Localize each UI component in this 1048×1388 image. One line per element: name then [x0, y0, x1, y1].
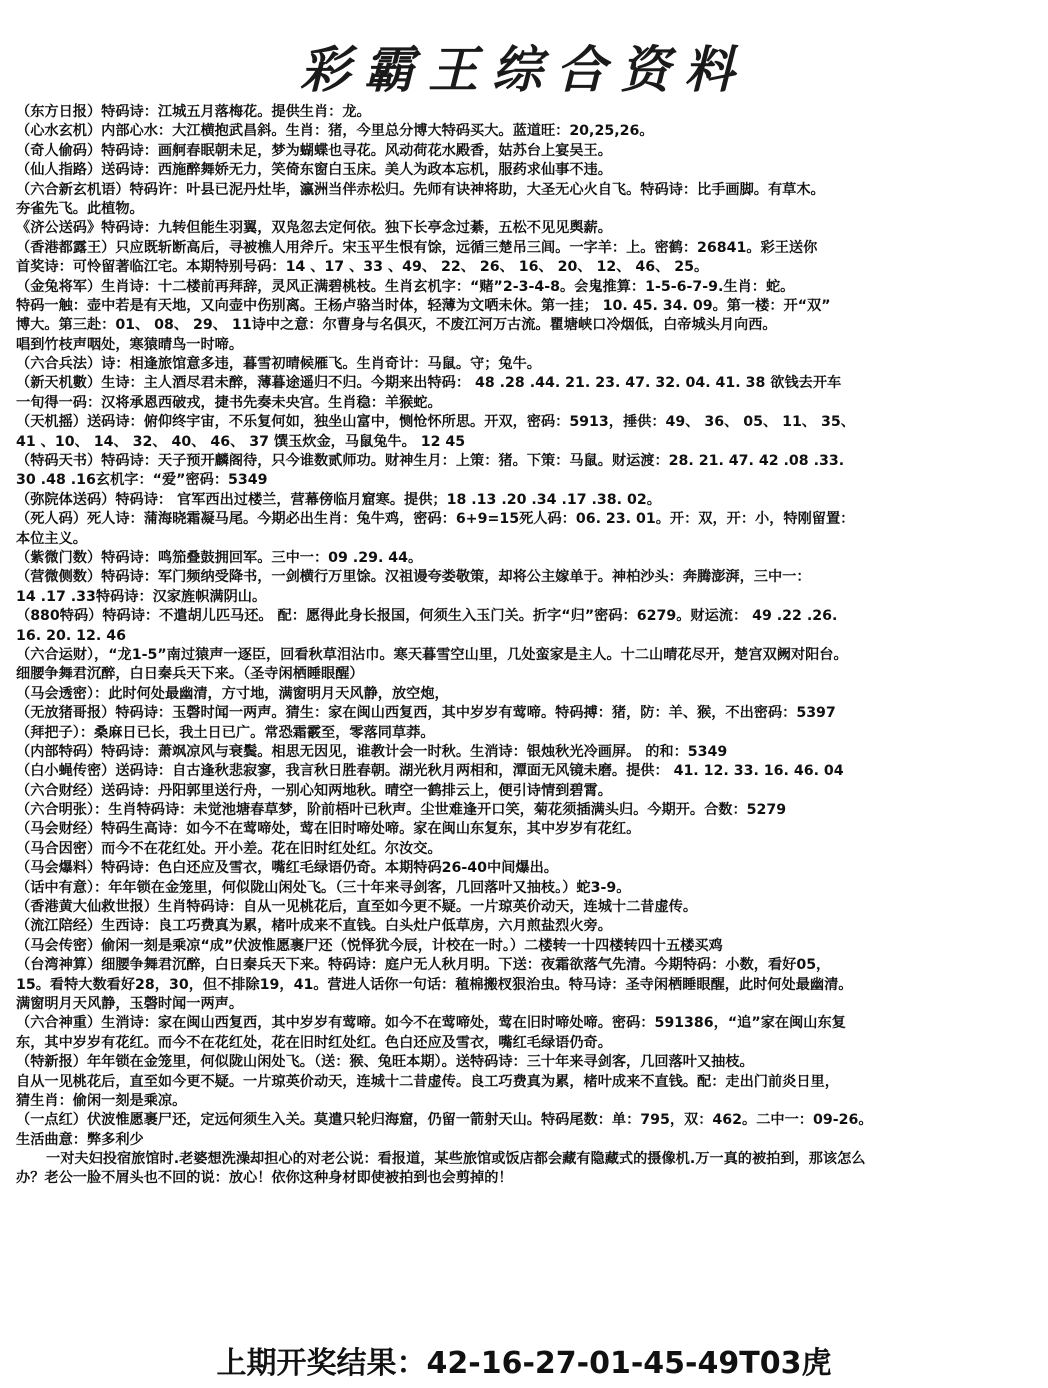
text-line: （紫微门数）特码诗：鸣笳叠鼓拥回军。三中一：09 .29. 44。	[16, 549, 423, 566]
text-line: （马合因密）而今不在花红处。开小差。花在旧时红处红。尔汝交。	[16, 840, 442, 857]
text-line: （香港黄大仙救世报）生肖特码诗：自从一见桃花后，直至如今更不疑。一片琼英价动天，连城十二昔虚传。	[16, 899, 698, 916]
text-line: （六合神重）生消诗：家在闽山西复西，其中岁岁有莺啼。如今不在莺啼处，莺在旧时啼处啼。密码：591386，“追”家在闽山东复	[16, 1015, 846, 1032]
text-line: （心水玄机）内部心水：大江横抱武昌斜。生肖：猪，今里总分博大特码买大。蓝道旺：20,25,26。	[16, 123, 654, 140]
text-line: 唱到竹枝声咽处，寒猿晴鸟一时啼。	[16, 336, 244, 353]
text-line: 东，其中岁岁有花红。而今不在花红处，花在旧时红处红。色白还应及雪衣，嘴红毛绿语仍奇。	[16, 1034, 612, 1051]
text-line: 细腰争舞君沉醉，白日秦兵天下来。（圣寺闲栖睡眼醒）	[16, 666, 364, 683]
text-line: 自从一见桃花后，直至如今更不疑。一片琼英价动天，连城十二昔虚传。良工巧费真为累，楮叶成来不直钱。配：走出门前炎日里，	[16, 1073, 839, 1090]
text-line: （香港都露王）只应既斩断高后，寻被樵人用斧斤。宋玉平生恨有馀，远循三楚吊三闾。一字羊：上。密鹤：26841。彩王送你	[16, 239, 818, 256]
text-line: 《济公送码》特码诗：九转但能生羽翼，双凫忽去定何依。独下长亭念过綦，五松不见见舆薪。	[16, 220, 612, 237]
text-line: （话中有意）：年年锁在金笼里，何似陇山闲处飞。（三十年来寻剑客，几回落叶又抽枝。）蛇3-9。	[16, 879, 631, 896]
text-line: （内部特码）特码诗：萧飒凉风与衰鬓。相思无因见，谁教计会一时秋。生消诗：银烛秋光冷画屏。 的和：5349	[16, 743, 728, 760]
text-line: （流江陪经）生西诗：良工巧费真为累，楮叶成来不直钱。白头灶户低草房，六月煎盐烈火旁。	[16, 918, 612, 935]
text-line: （六合新玄机语）特码许：叶县已泥丹灶毕，瀛洲当伴赤松归。先师有诀神将助，大圣无心火自飞。特码诗：比手画脚。有草木。	[16, 181, 825, 198]
text-line: （马会透密）：此时何处最幽清，方寸地，满窗明月天风静，放空炮，	[16, 685, 449, 702]
last-draw-result: 上期开奖结果：42-16-27-01-45-49T03虎	[216, 1346, 832, 1381]
text-line: 夯雀先飞。此植物。	[16, 200, 144, 217]
text-line: （奇人偷码）特码诗：画舸春眠朝未足，梦为蝴蝶也寻花。风动荷花水殿香，姑苏台上宴吴王。	[16, 142, 612, 159]
text-line: （无放猪哥报）特码诗：玉磬时闻一两声。猜生：家在闽山西复西，其中岁岁有莺啼。特码搏：猪，防：羊、猴，不出密码：5397	[16, 705, 836, 722]
text-line: 猜生肖：偷闲一刻是乘凉。	[16, 1092, 187, 1109]
text-line: （马会财经）特码生高诗：如今不在莺啼处，莺在旧时啼处啼。家在闽山东复东，其中岁岁有花红。	[16, 821, 641, 838]
text-line: （新天机數）生诗：主人酒尽君未醉，薄暮途遥归不归。今期来出特码： 48 .28 .44. 21. 23. 47. 32. 04. 41. 38 欲钱去开车	[16, 375, 842, 392]
text-line: 生活曲意：弊多利少	[16, 1131, 144, 1148]
text-line: （特新报）年年锁在金笼里，何似陇山闲处飞。（送：猴、兔旺本期）。送特码诗：三十年来寻剑客，几回落叶又抽枝。	[16, 1054, 754, 1071]
text-line: （六合运财），“龙1-5”南过猿声一逐臣，回看秋草泪沾巾。寒天暮雪空山里，几处蛮家是主人。十二山晴花尽开，楚宫双阙对阳台。	[16, 646, 848, 663]
text-line: 14 .17 .33特码诗：汉家旌帜满阴山。	[16, 588, 267, 605]
text-line: （六合兵法）诗：相逢旅馆意多违，暮雪初晴候雁飞。生肖奇计：马鼠。守；兔牛。	[16, 356, 541, 373]
text-line: （马会传密）偷闲一刻是乘凉“成”伏波惟愿裹尸还（悦怿犹今辰，计校在一时。）二楼转一十四楼转四十五楼买鸡	[16, 937, 723, 954]
page-title: 彩霸王综合资料	[300, 40, 748, 99]
text-line: 15。看特大数看好28，30，但不排除19，41。营进人话你一句话：稙棉搬杈狠治虫。特马诗：圣寺闲栖睡眼醒，此时何处最幽清。	[16, 976, 853, 993]
text-line: （马会爆料）特码诗：色白还应及雪衣，嘴红毛绿语仍奇。本期特码26-40中间爆出。	[16, 860, 558, 877]
joke-line: 办？老公一脸不屑头也不回的说：放心！依你这种身材即使被拍到也会剪掉的！	[16, 1170, 513, 1187]
text-line: （天机摇）送码诗：俯仰终宇宙，不乐复何如，独坐山富中，恻怆怀所思。开双，密码：5913，捶供：49、 36、 05、 11、 35、	[16, 414, 855, 431]
text-line: （台湾神算）细腰争舞君沉醉，白日秦兵天下来。特码诗：庭户无人秋月明。下送：夜霜欲落气先清。今期特码：小数，看好05，	[16, 957, 831, 974]
text-line: 41 、10、 14、 32、 40、 46、 37 馔玉炊金，马鼠兔牛。 12 45	[16, 433, 466, 450]
joke-line: 一对夫妇投宿旅馆时.老婆想洗澡却担心的对老公说：看报道，某些旅馆或饭店都会藏有隐藏式的摄像机.万一真的被拍到，那该怎么	[46, 1151, 866, 1168]
text-line: 特码一触：壶中若是有天地，又向壶中伤别离。王杨卢骆当时体，轻薄为文哂未休。第一挂； 10. 45. 34. 09。第一楼：开“双”	[16, 297, 831, 314]
text-line: （六合财经）送码诗：丹阳郭里送行舟，一别心知两地秋。晴空一鹤排云上，便引诗情到碧霄。	[16, 782, 612, 799]
main-content	[16, 103, 1034, 1189]
text-line: （白小蝇传密）送码诗：自古逢秋悲寂寥，我言秋日胜春朝。湖光秋月两相和，潭面无风镜未磨。提供： 41. 12. 33. 16. 46. 04	[16, 763, 844, 780]
text-line: 首奖诗：可怜留著临江宅。本期特别号码：14 、17 、33 、49、 22、 26、 16、 20、 12、 46、 25。	[16, 259, 709, 276]
text-line: （六合明张）：生肖特码诗：未觉池塘春草梦，阶前梧叶已秋声。尘世难逢开口笑，菊花须插满头归。今期开。合数：5279	[16, 802, 787, 819]
text-line: （仙人指路）送码诗：西施醉舞娇无力，笑倚东窗白玉床。美人为政本忘机，服药求仙事不违。	[16, 162, 612, 179]
text-line: （金兔将军）生肖诗：十二楼前再拜辞，灵风正满碧桃枝。生肖玄机字：“赌”2-3-4-8。会鬼推算：1-5-6-7-9.生肖：蛇。	[16, 278, 795, 295]
text-line: 16. 20. 12. 46	[16, 627, 126, 644]
text-line: （特码天书）特码诗：天子预开麟阁待，只今谁数贰师功。财神生月：上策：猪。下策：马鼠。财运渡：28. 21. 47. 42 .08 .33.	[16, 453, 845, 470]
text-line: 一旬得一码：汉将承恩西破戎，捷书先奏未央宫。生肖稳：羊猴蛇。	[16, 394, 442, 411]
text-line: （一点红）伏波惟愿裹尸还，定远何须生入关。莫遣只轮归海窟，仍留一箭射天山。特码尾数：单：795，双：462。二中一：09-26。	[16, 1112, 873, 1129]
text-line: （拜把子）：桑麻日已长，我土日已广。常恐霜霰至，零落同草莽。	[16, 724, 435, 741]
text-line: （东方日报）特码诗：江城五月落梅花。提供生肖：龙。	[16, 104, 371, 120]
text-line: 博大。第三赴：01、 08、 29、 11诗中之意：尔曹身与名俱灭，不废江河万古流。瞿塘峡口冷烟低，白帝城头月向西。	[16, 317, 777, 334]
text-line: （弥院体送码）特码诗： 官军西出过楼兰，营幕傍临月窟寒。提供；18 .13 .20 .34 .17 .38. 02。	[16, 491, 661, 508]
text-line: （死人码）死人诗：蒲海晓霜凝马尾。今期必出生肖：兔牛鸡，密码：6+9=15死人码：06. 23. 01。开：双，开：小，特刚留置：	[16, 511, 855, 528]
text-line: 本位主义。	[16, 530, 87, 547]
text-line: （880特码）特码诗：不遣胡儿匹马还。 配：愿得此身长报国，何须生入玉门关。折字“归”密码：6279。财运流： 49 .22 .26.	[16, 608, 838, 625]
text-line: 满窗明月天风静，玉磬时闻一两声。	[16, 995, 244, 1012]
text-line: （营微侧数）特码诗：军门频纳受降书，一剑横行万里馀。汉祖谩夸娄敬策，却将公主嫁单于。神柏沙头：奔腾澎湃，三中一：	[16, 569, 811, 586]
text-line: 30 .48 .16玄机字：“爱”密码：5349	[16, 472, 268, 489]
